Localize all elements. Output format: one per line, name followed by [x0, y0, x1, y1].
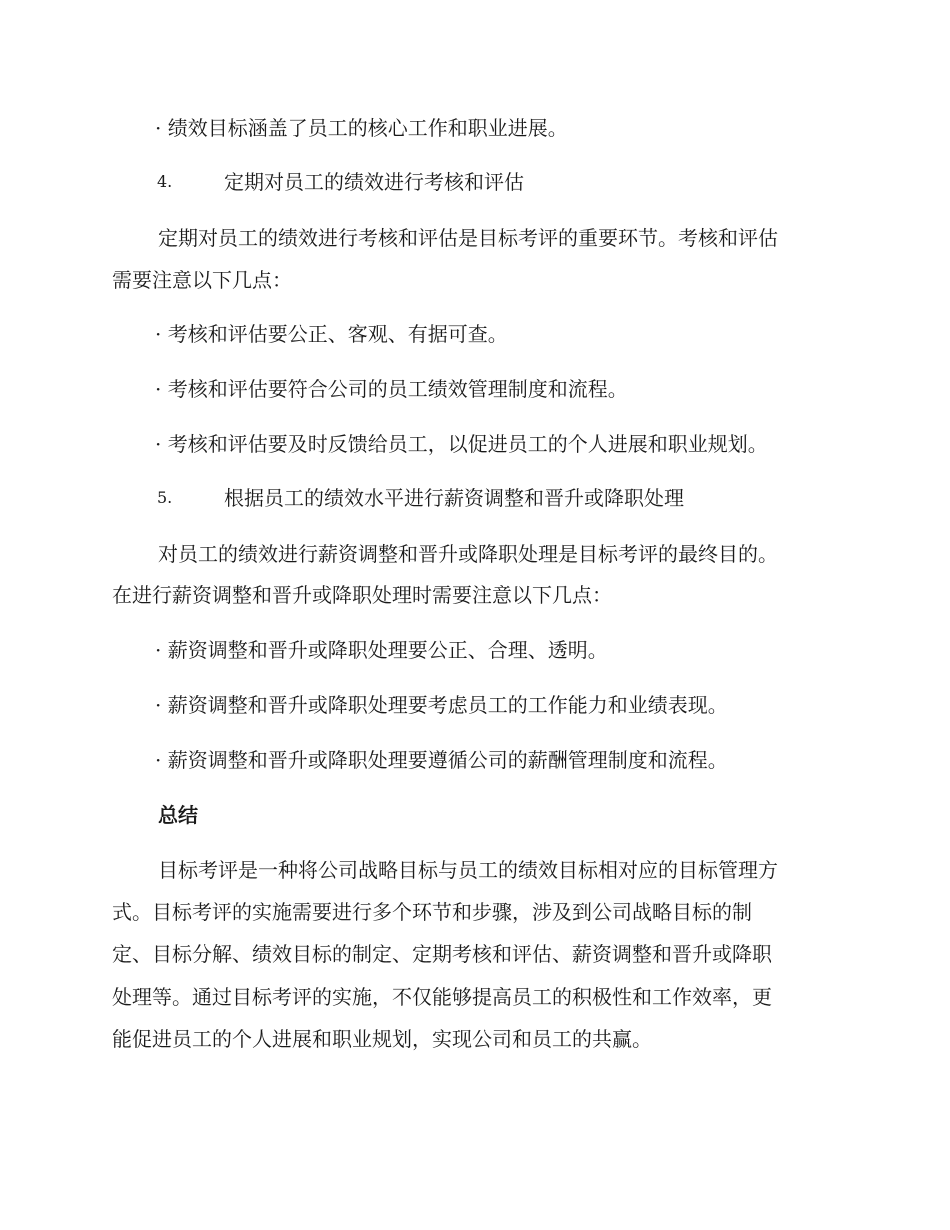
section-5-title: 根据员工的绩效水平进行薪资调整和晋升或降职处理: [224, 486, 684, 510]
section-5-bullet-3: · 薪资调整和晋升或降职处理要遵循公司的薪酬管理制度和流程。: [155, 748, 728, 772]
summary-line-2: 式。目标考评的实施需要进行多个环节和步骤，涉及到公司战略目标的制: [112, 900, 752, 924]
section-4-bullet-1: · 考核和评估要公正、客观、有据可查。: [155, 322, 508, 346]
section-4-paragraph-line-1: 定期对员工的绩效进行考核和评估是目标考评的重要环节。考核和评估: [158, 226, 778, 250]
bullet-goals-coverage: · 绩效目标涵盖了员工的核心工作和职业进展。: [155, 116, 568, 140]
summary-line-4: 处理等。通过目标考评的实施，不仅能够提高员工的积极性和工作效率，更: [112, 985, 772, 1009]
section-5-bullet-1: · 薪资调整和晋升或降职处理要公正、合理、透明。: [155, 638, 608, 662]
summary-line-5: 能促进员工的个人进展和职业规划，实现公司和员工的共赢。: [112, 1027, 652, 1051]
section-4-paragraph-line-2: 需要注意以下几点：: [112, 268, 292, 292]
section-5-number: 5.: [157, 488, 173, 507]
summary-line-3: 定、目标分解、绩效目标的制定、定期考核和评估、薪资调整和晋升或降职: [112, 942, 772, 966]
summary-line-1: 目标考评是一种将公司战略目标与员工的绩效目标相对应的目标管理方: [158, 858, 778, 882]
section-5-paragraph-line-1: 对员工的绩效进行薪资调整和晋升或降职处理是目标考评的最终目的。: [158, 542, 778, 566]
section-4-number: 4.: [157, 172, 173, 191]
summary-heading: 总结: [158, 803, 198, 827]
section-4-bullet-3: · 考核和评估要及时反馈给员工，以促进员工的个人进展和职业规划。: [155, 432, 768, 456]
section-5-paragraph-line-2: 在进行薪资调整和晋升或降职处理时需要注意以下几点：: [112, 583, 612, 607]
section-5-bullet-2: · 薪资调整和晋升或降职处理要考虑员工的工作能力和业绩表现。: [155, 693, 728, 717]
section-4-bullet-2: · 考核和评估要符合公司的员工绩效管理制度和流程。: [155, 377, 628, 401]
section-4-title: 定期对员工的绩效进行考核和评估: [224, 170, 524, 194]
